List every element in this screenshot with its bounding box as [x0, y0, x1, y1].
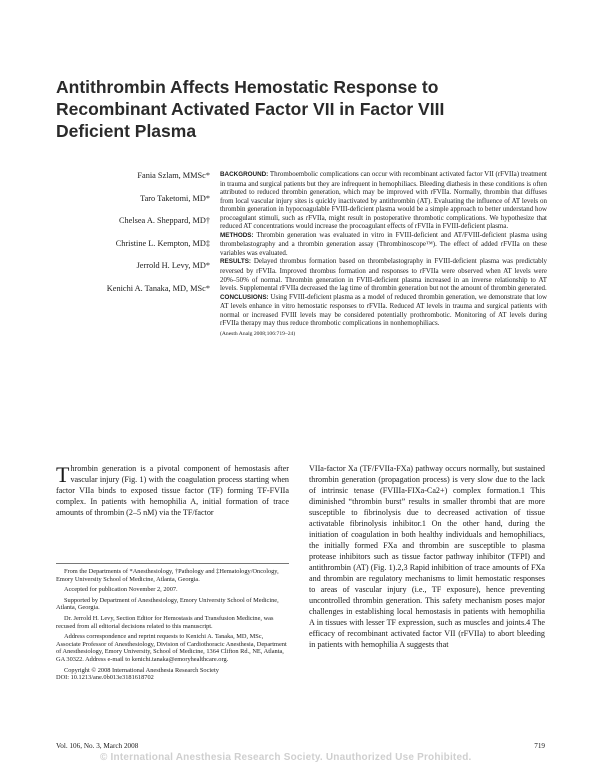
copyright-watermark: © International Anesthesia Research Society. Unauthorized Use Prohibited. — [100, 752, 472, 763]
body-column-left — [56, 463, 289, 518]
footnote-divider — [56, 563, 289, 564]
footnote-affiliation: From the Departments of *Anesthesiology, †Pathology and ‡Hematology/Oncology, Emory University School of Medicine, Atlanta, Georgia. — [56, 568, 279, 583]
footnote-support: Supported by Department of Anesthesiology, Emory University School of Medicine, Atlanta, Georgia. — [56, 596, 279, 612]
abstract-heading: CONCLUSIONS: — [220, 293, 269, 301]
abstract-heading: METHODS: — [220, 231, 254, 239]
drop-cap: T — [56, 462, 70, 487]
author-name: Christine L. Kempton, MD‡ — [115, 238, 210, 248]
abstract-text: Thrombin generation was evaluated in vitro in FVIII-deficient and AT/FVIII-deficient plasma using thrombelastography and a thrombin generation assay (Thrombinoscope™). The effect of added rFVIIa on these variables was evaluated. — [220, 230, 547, 257]
author-name: Chelsea A. Sheppard, MD† — [118, 216, 210, 226]
abstract-results — [220, 257, 547, 292]
abstract — [220, 170, 547, 338]
journal-issue: Vol. 106, No. 3, March 2008 — [56, 742, 139, 750]
abstract-heading: RESULTS: — [220, 258, 252, 266]
author-list — [70, 170, 210, 306]
footnotes — [56, 568, 289, 685]
footnote-copyright: Copyright © 2008 International Anesthesia Research Society — [64, 666, 219, 674]
body-paragraph: VIIa-factor Xa (TF/FVIIa-FXa) pathway occurs normally, but sustained thrombin generation (propagation process) is very slow due to the lack of intrinsic tenase (FVIIIa-FIXa-Ca2+) complex formation.1 This diminished “thrombin burst” results in smaller thrombi that are more susceptible to fibrinolysis due to decreased activation of tissue activatable fibrinolysis inhibitor.1 On the other hand, during the initiation of coagulation in both healthy individuals and hemophiliacs, the initially formed FXa and thrombin are susceptible to plasma protease inhibitors such as tissue factor pathway inhibitor (TFPI) and antithrombin (AT) (Fig. 1).2,3 Rapid inhibition of trace amounts of FXa and thrombin are regulatory mechanisms to limit hemostatic responses to areas of vascular injury (i.e., TF exposure), hence preventing uncontrolled thrombin generation. This safety mechanism poses major challenges in establishing local hemostasis in patients with hemophilia A in tissues with lesser TF expression, such as muscles and joints.4 The efficacy of recombinant activated factor VII (rFVIIa) to abort bleeding in patients with hemophilia A suggests that — [309, 464, 545, 649]
author-name: Fania Szlam, MMSc* — [137, 171, 210, 180]
abstract-methods — [220, 231, 547, 258]
abstract-text: Delayed thrombus formation based on thrombelastography in FVIII-deficient plasma was predictably reversed by rFVIIa. Improved thrombus formation and responses to rFVIIa were observed when AT levels were 20%–50% of normal. Thrombin generation in FVIII-deficient plasma increased in an inverse relationship to AT levels. Supplemental rFVIIa decreased the lag time of thrombin generation but not the amount of thrombin generated. — [220, 257, 547, 293]
footnote-correspondence: Address correspondence and reprint requests to Kenichi A. Tanaka, MD, MSc, Associate Professor of Anesthesiology, Division of Cardiothoracic Anesthesia, Department of Anesthesiology, Emory University, School of Medicine, 1364 Clifton Rd., NE, Atlanta, GA 30322. Address e-mail to kenichi.tanaka@emoryhealthcare.org. — [56, 633, 287, 663]
page-number: 719 — [534, 742, 545, 750]
abstract-text: Thromboembolic complications can occur with recombinant activated factor VII (rFVIIa) treatment in trauma and surgical patients but they are infrequent in hemophiliacs. Bleeding diathesis in these conditions is often attributed to reduced thrombin generation, which may be improved with rFVIIa. Normally, thrombin that diffuses from local vascular injury sites is quickly inactivated by antithrombin (AT). Evaluating the influence of AT levels on thrombin generation in hypocoagulable FVIII-deficient plasma would be a simple approach to better understand how procoagulant stimuli, such as rFVIIa, might result in postoperative thrombotic complications. We hypothesize that reduced AT concentrations would increase the procoagulant effects of rFVIIa in FVIII-deficient plasma. — [220, 170, 547, 231]
author-name: Kenichi A. Tanaka, MD, MSc* — [106, 283, 210, 293]
footnote-accepted: Accepted for publication November 2, 2007. — [64, 586, 178, 594]
abstract-heading: BACKGROUND: — [220, 171, 269, 178]
abstract-citation: (Anesth Analg 2008;106:719–24) — [220, 330, 296, 337]
footnote-doi: DOI: 10.1213/ane.0b013e318161870​2 — [56, 674, 154, 682]
author-name: Jerrold H. Levy, MD* — [136, 261, 210, 271]
intro-text: hrombin generation is a pivotal component of hemostasis after vascular injury (Fig. 1) with the coagulation process starting when factor VIIa binds to exposed tissue factor (TF) forming TF-FVIIa complex. In patients with hemophilia A, initial formation of trace amounts of thrombin (2–5 nM) via the TF/factor — [56, 464, 289, 517]
footnote-editor: Dr. Jerrold H. Levy, Section Editor for Hemostasis and Transfusion Medicine, was recused from all editorial decisions related to this manuscript. — [56, 614, 274, 630]
author-name: Taro Taketomi, MD* — [140, 193, 210, 203]
article-title: Antithrombin Affects Hemostatic Response to Recombinant Activated Factor VII in Factor VIII Deficient Plasma — [56, 77, 445, 141]
abstract-conclusions — [220, 293, 547, 328]
abstract-text: Using FVIII-deficient plasma as a model of reduced thrombin generation, we demonstrate that low AT levels enhance in vitro hemostatic responses to rFVIIa. Reduced AT levels in trauma and surgical patients with normal or increased FVIII levels may be considered potentially prothrombotic. Monitoring of AT levels during rFVIIa therapy may thus reduce thrombotic complications in nonhemophiliacs. — [220, 292, 547, 328]
abstract-background — [220, 170, 547, 231]
body-column-right — [309, 463, 545, 650]
intro-paragraph — [56, 463, 289, 518]
